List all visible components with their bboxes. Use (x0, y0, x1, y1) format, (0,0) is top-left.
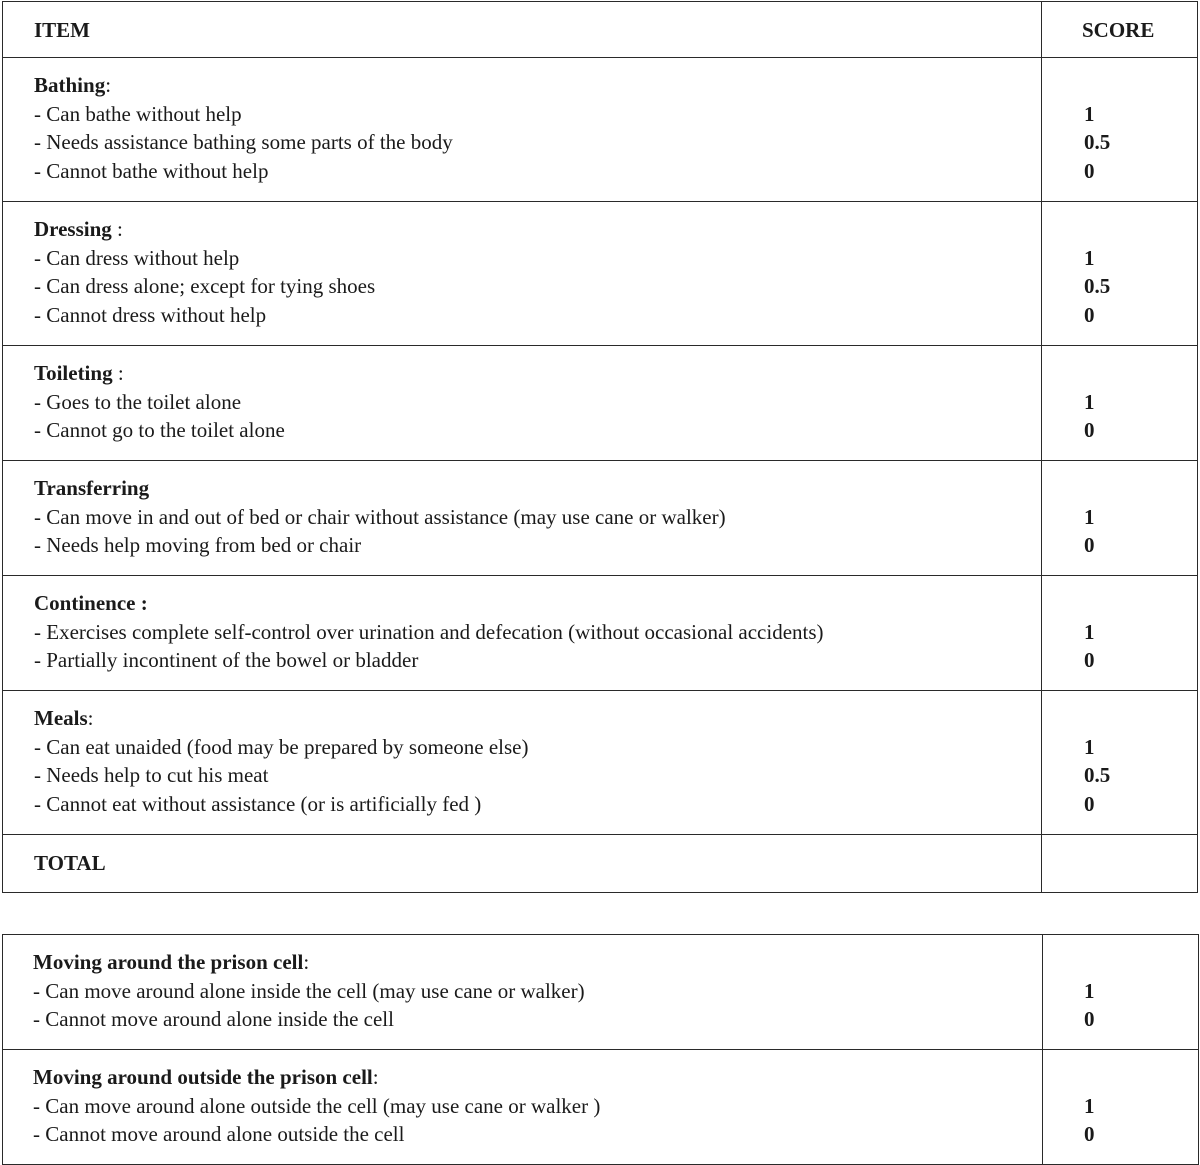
item-title-line (34, 215, 1041, 244)
option-text: - Exercises complete self-control over urination and defecation (without occasional accidents) (34, 619, 824, 644)
score-cell (1043, 935, 1199, 1050)
score-value: 0 (1084, 792, 1095, 817)
table-row (3, 202, 1198, 346)
mobility-score-table (2, 934, 1199, 1165)
score-value: 0 (1084, 418, 1095, 443)
score-value: 1 (1084, 504, 1095, 529)
option-text: - Goes to the toilet alone (34, 389, 242, 414)
score-value: 1 (1084, 978, 1095, 1003)
item-title-line (34, 589, 1041, 618)
score-cell (1042, 576, 1198, 691)
option-text: - Cannot move around alone inside the cell (33, 1007, 394, 1032)
score-value: 0 (1084, 1007, 1095, 1032)
item-title: Moving around the prison cell (33, 950, 304, 974)
item-title: Meals (34, 706, 88, 730)
score-spacer (1084, 71, 1197, 100)
item-cell (3, 202, 1042, 346)
score-value: 0 (1084, 533, 1095, 558)
score-value: 1 (1084, 101, 1095, 126)
option-text: - Cannot go to the toilet alone (34, 418, 285, 443)
score-cell (1042, 346, 1198, 461)
item-title: Transferring (34, 476, 150, 500)
item-cell (3, 346, 1042, 461)
item-cell (3, 461, 1042, 576)
item-column-header: ITEM (3, 2, 1042, 58)
score-value: 0.5 (1084, 130, 1111, 155)
score-value: 1 (1084, 245, 1095, 270)
table-row (3, 691, 1198, 835)
score-cell (1042, 691, 1198, 835)
item-title-suffix: : (111, 217, 123, 241)
item-cell (3, 935, 1043, 1050)
score-spacer (1084, 1063, 1198, 1092)
table-header-row (3, 2, 1198, 58)
item-title-suffix: : (303, 950, 310, 974)
score-value: 0 (1084, 303, 1095, 328)
option-text: - Needs assistance bathing some parts of the body (34, 130, 453, 155)
adl-score-table (2, 1, 1198, 893)
item-title: Toileting (34, 361, 113, 385)
item-cell (3, 58, 1042, 202)
item-title-line (34, 704, 1041, 733)
option-text: - Can dress alone; except for tying shoes (34, 274, 376, 299)
table-row (3, 576, 1198, 691)
score-value: 1 (1084, 734, 1095, 759)
score-cell (1043, 1050, 1199, 1165)
option-text: - Cannot move around alone outside the cell (33, 1122, 405, 1147)
score-value: 0.5 (1084, 274, 1111, 299)
option-text: - Can move around alone outside the cell (may use cane or walker ) (33, 1093, 601, 1118)
option-text: - Can bathe without help (34, 101, 242, 126)
score-value: 1 (1084, 389, 1095, 414)
option-text: - Can move in and out of bed or chair without assistance (may use cane or walker) (34, 504, 726, 529)
option-text: - Can move around alone inside the cell (may use cane or walker) (33, 978, 585, 1003)
item-title: Continence : (34, 591, 148, 615)
score-value: 1 (1084, 619, 1095, 644)
score-cell (1042, 202, 1198, 346)
item-title: Bathing (34, 73, 106, 97)
item-title-suffix: : (87, 706, 94, 730)
score-spacer (1084, 215, 1197, 244)
option-text: - Needs help moving from bed or chair (34, 533, 362, 558)
table-row (3, 58, 1198, 202)
item-cell (3, 576, 1042, 691)
option-text: - Can dress without help (34, 245, 240, 270)
option-text: - Needs help to cut his meat (34, 763, 269, 788)
option-text: - Cannot dress without help (34, 303, 267, 328)
table-row (3, 1050, 1199, 1165)
score-spacer (1084, 474, 1197, 503)
item-cell (3, 1050, 1043, 1165)
item-title-suffix: : (372, 1065, 379, 1089)
total-value-cell (1042, 835, 1198, 893)
score-cell (1042, 58, 1198, 202)
option-text: - Cannot bathe without help (34, 159, 269, 184)
score-value: 0 (1084, 648, 1095, 673)
item-title-line (33, 948, 1042, 977)
option-text: - Cannot eat without assistance (or is artificially fed ) (34, 792, 482, 817)
item-title-line (34, 71, 1041, 100)
table-body (3, 935, 1199, 1165)
score-spacer (1084, 948, 1198, 977)
item-title-line (33, 1063, 1042, 1092)
item-cell (3, 691, 1042, 835)
table-row (3, 461, 1198, 576)
table-row (3, 935, 1199, 1050)
table-row (3, 346, 1198, 461)
item-title-line (34, 359, 1041, 388)
score-value: 0 (1084, 1122, 1095, 1147)
score-cell (1042, 461, 1198, 576)
item-title: Dressing (34, 217, 112, 241)
table-body (3, 58, 1198, 893)
item-title-suffix: : (105, 73, 112, 97)
score-spacer (1084, 359, 1197, 388)
score-value: 0.5 (1084, 763, 1111, 788)
item-title: Moving around outside the prison cell (33, 1065, 373, 1089)
total-label: TOTAL (3, 835, 1042, 893)
option-text: - Can eat unaided (food may be prepared by someone else) (34, 734, 529, 759)
score-column-header: SCORE (1042, 2, 1198, 58)
score-spacer (1084, 589, 1197, 618)
option-text: - Partially incontinent of the bowel or bladder (34, 648, 419, 673)
score-value: 1 (1084, 1093, 1095, 1118)
score-spacer (1084, 704, 1197, 733)
item-title-line (34, 474, 1041, 503)
item-title-suffix: : (112, 361, 124, 385)
total-row (3, 835, 1198, 893)
score-value: 0 (1084, 159, 1095, 184)
